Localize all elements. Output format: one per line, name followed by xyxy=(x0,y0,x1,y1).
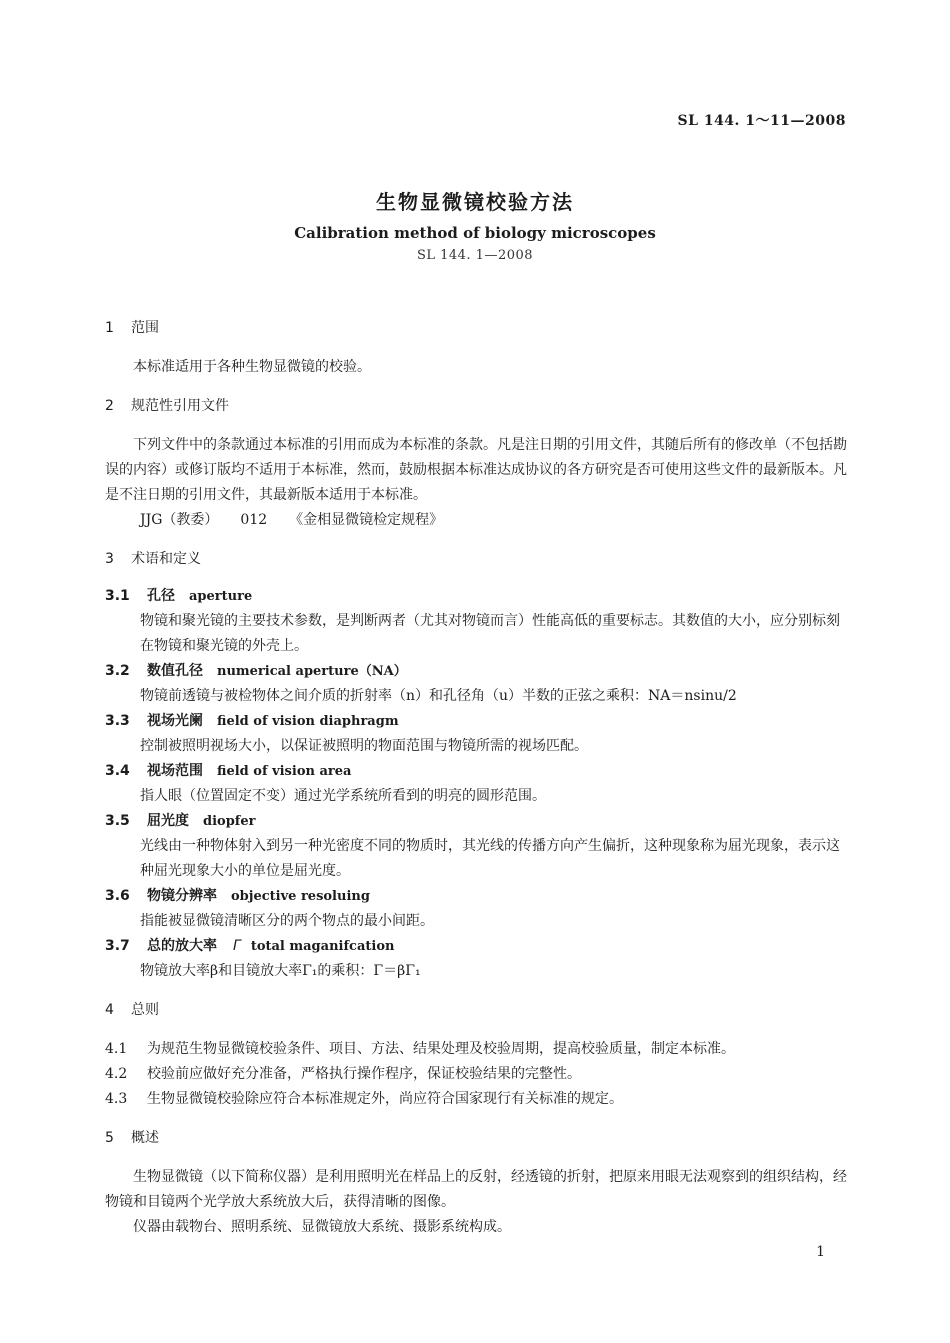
term-numerical-aperture: 3.2 数值孔径 numerical aperture（NA） xyxy=(105,663,407,679)
term-definition: 光线由一种物体射入到另一种光密度不同的物质时，其光线的传播方向产生偏折，这种现象称为屈光现象，表示这种屈光现象大小的单位是屈光度。 xyxy=(140,838,840,879)
overview-paragraph: 仪器由载物台、照明系统、显微镜放大系统、摄影系统构成。 xyxy=(133,1219,511,1235)
term-field-area: 3.4 视场范围 field of vision area xyxy=(105,763,352,779)
term-definition: 控制被照明视场大小，以保证被照明的物面范围与物镜所需的视场匹配。 xyxy=(140,738,588,754)
overview-paragraph: 生物显微镜（以下简称仪器）是利用照明光在样品上的反射，经透镜的折射，把原来用眼无法观察到的组织结构，经物镜和目镜两个光学放大系统放大后，获得清晰的图像。 xyxy=(105,1169,847,1210)
section-heading-general: 4 总则 xyxy=(105,1002,159,1018)
term-diopter: 3.5 屈光度 diopfer xyxy=(105,813,256,829)
page-number: 1 xyxy=(816,1244,825,1260)
term-definition: 物镜前透镜与被检物体之间介质的折射率（n）和孔径角（u）半数的正弦之乘积：NA＝nsinu/2 xyxy=(140,688,737,704)
title-chinese: 生物显微镜校验方法 xyxy=(376,190,574,214)
term-definition: 指能被显微镜清晰区分的两个物点的最小间距。 xyxy=(140,913,434,929)
section-heading-normative-references: 2 规范性引用文件 xyxy=(105,398,229,414)
term-aperture: 3.1 孔径 aperture xyxy=(105,588,253,604)
term-definition: 物镜和聚光镜的主要技术参数，是判断两者（尤其对物镜而言）性能高低的重要标志。其数值的大小，应分别标刻在物镜和聚光镜的外壳上。 xyxy=(140,613,840,654)
document-body xyxy=(105,316,847,1240)
term-field-diaphragm: 3.3 视场光阑 field of vision diaphragm xyxy=(105,713,399,729)
section-heading-scope: 1 范围 xyxy=(105,320,159,336)
title-standard-code: SL 144. 1—2008 xyxy=(416,248,534,263)
title-block xyxy=(0,188,950,266)
section-references-text: 下列文件中的条款通过本标准的引用而成为本标准的条款。凡是注日期的引用文件，其随后所有的修改单（不包括勘误的内容）或修订版均不适用于本标准，然而，鼓励根据本标准达成协议的各方研究是否可使用这些文件的最新版本。凡是不注日期的引用文件，其最新版本适用于本标准。 xyxy=(105,437,847,503)
term-total-magnification: 3.7 总的放大率 Γ total maganifcation xyxy=(105,938,395,954)
section-heading-terms: 3 术语和定义 xyxy=(105,551,201,567)
term-definition: 物镜放大率β和目镜放大率Γ₁的乘积：Γ＝βΓ₁ xyxy=(140,963,421,979)
general-item: 4.3 生物显微镜校验除应符合本标准规定外，尚应符合国家现行有关标准的规定。 xyxy=(105,1091,623,1107)
section-heading-overview: 5 概述 xyxy=(105,1130,159,1146)
title-english: Calibration method of biology microscopes xyxy=(294,224,656,242)
general-item: 4.2 校验前应做好充分准备，严格执行操作程序，保证校验结果的完整性。 xyxy=(105,1066,581,1082)
standard-code: SL 144. 1～11—2008 xyxy=(677,113,846,129)
general-item: 4.1 为规范生物显微镜校验条件、项目、方法、结果处理及校验周期，提高校验质量，制定本标准。 xyxy=(105,1041,735,1057)
reference-entry: JJG（教委） 012 《金相显微镜检定规程》 xyxy=(140,512,444,528)
term-definition: 指人眼（位置固定不变）通过光学系统所看到的明亮的圆形范围。 xyxy=(140,788,546,804)
term-objective-resolution: 3.6 物镜分辨率 objective resoluing xyxy=(105,888,370,904)
section-scope-text: 本标准适用于各种生物显微镜的校验。 xyxy=(133,359,371,375)
